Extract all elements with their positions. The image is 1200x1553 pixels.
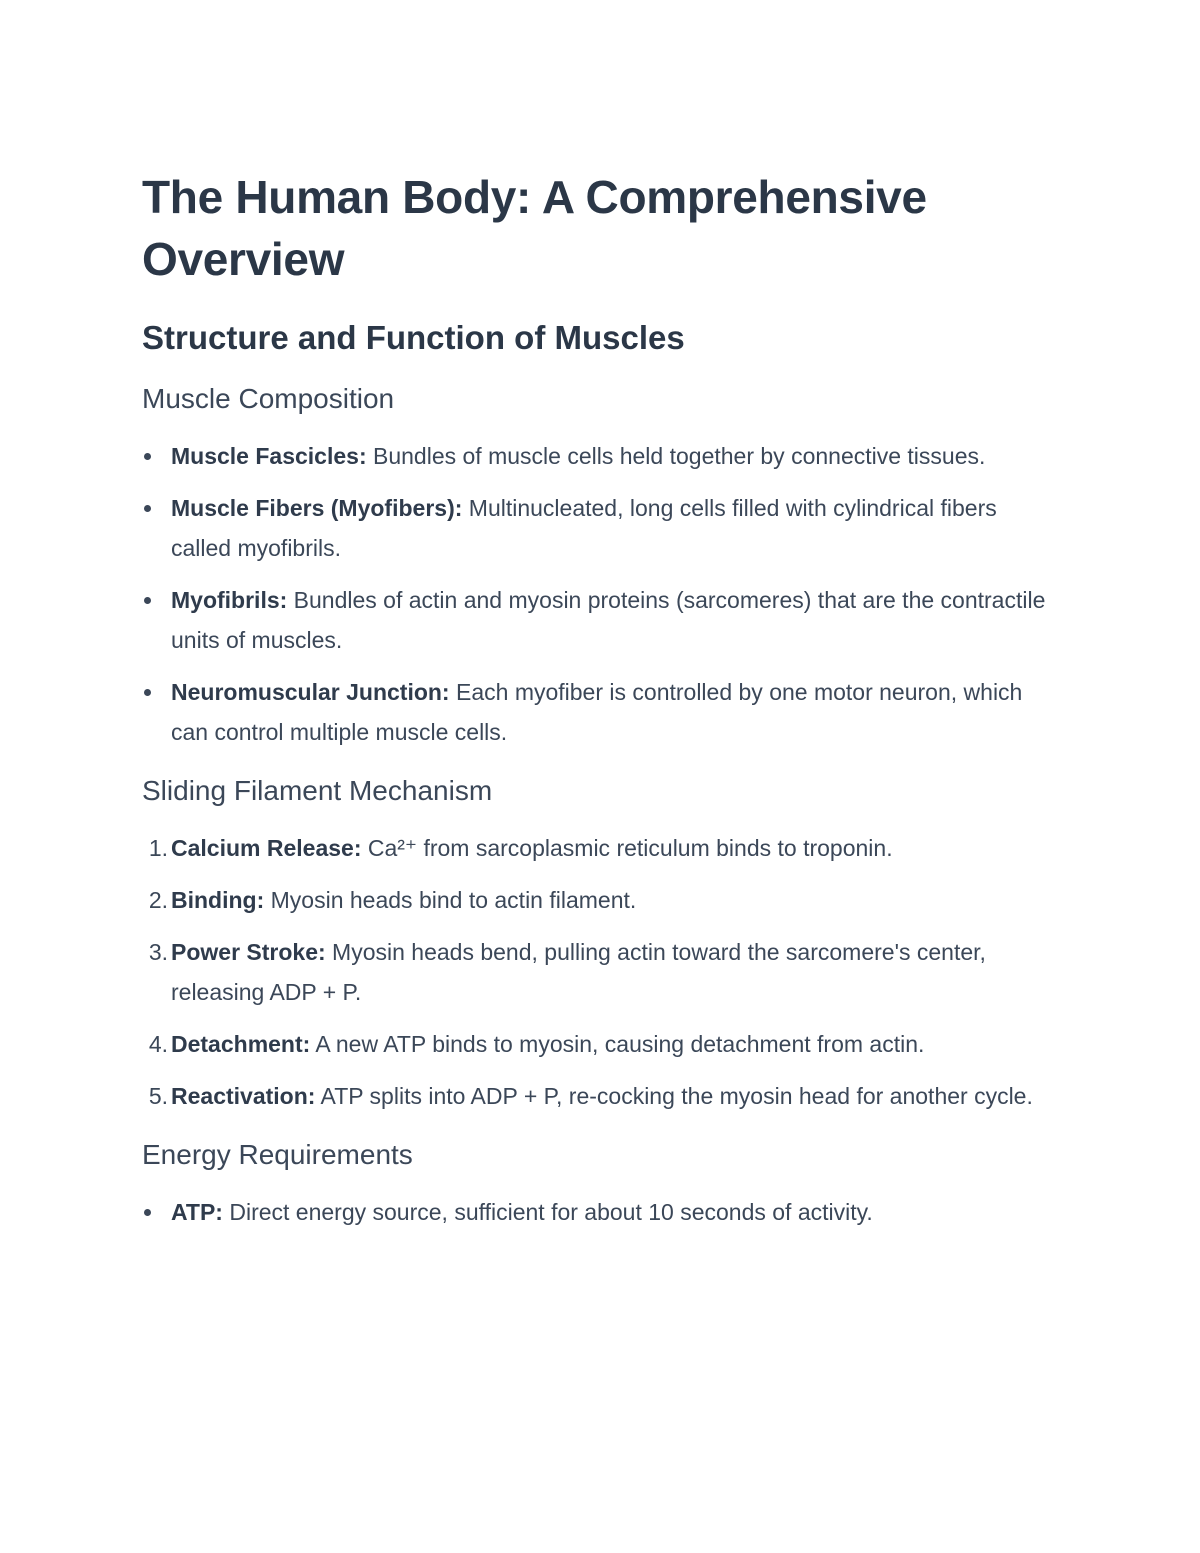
list-item-term: Muscle Fascicles: [171,443,367,469]
list-item [142,672,1050,752]
list-item-number: 1. [148,835,168,861]
list-item [142,1192,1050,1232]
subsection-heading-muscle-composition: Muscle Composition [142,383,395,414]
list-item-number: 3. [148,939,168,965]
list-item [142,436,1050,476]
subsection-heading-sliding-filament: Sliding Filament Mechanism [142,775,493,806]
list-item [142,1076,1050,1116]
list-item-text: Direct energy source, sufficient for about 10 seconds of activity. [222,1199,873,1225]
list-item-text: Bundles of muscle cells held together by connective tissues. [366,443,986,469]
list-item [142,828,1050,868]
list-item-text: Each myofiber is controlled by one motor neuron, which can control multiple muscle cells. [171,679,1023,745]
list-item-text: Myosin heads bind to actin filament. [264,887,637,913]
muscle-composition-list [142,436,1050,752]
list-item-term: Neuromuscular Junction: [171,679,450,705]
list-item [142,880,1050,920]
list-item-number: 4. [148,1031,168,1057]
list-item-term: Power Stroke: [171,939,326,965]
list-item-term: ATP: [171,1199,223,1225]
list-item [142,1024,1050,1064]
list-item-term: Binding: [171,887,265,913]
list-item-text: Ca²⁺ from sarcoplasmic reticulum binds to troponin. [361,835,893,861]
list-item-term: Reactivation: [171,1083,316,1109]
document-title: The Human Body: A Comprehensive Overview [142,171,927,285]
list-item [142,932,1050,1012]
section-heading: Structure and Function of Muscles [142,319,685,356]
list-item-term: Muscle Fibers (Myofibers): [171,495,463,521]
list-item-text: Myosin heads bend, pulling actin toward the sarcomere's center, releasing ADP + P. [171,939,986,1005]
subsection-heading-energy-requirements: Energy Requirements [142,1139,413,1170]
list-item-text: ATP splits into ADP + P, re-cocking the myosin head for another cycle. [315,1083,1033,1109]
list-item-number: 5. [148,1083,168,1109]
list-item-text: Bundles of actin and myosin proteins (sarcomeres) that are the contractile units of muscles. [171,587,1046,653]
list-item [142,580,1050,660]
sliding-filament-list [142,828,1050,1116]
energy-requirements-list [142,1192,1050,1232]
list-item-text: A new ATP binds to myosin, causing detachment from actin. [310,1031,925,1057]
list-item-term: Calcium Release: [171,835,362,861]
list-item [142,488,1050,568]
list-item-term: Detachment: [171,1031,311,1057]
list-item-text: Multinucleated, long cells filled with cylindrical fibers called myofibrils. [171,495,997,561]
list-item-number: 2. [148,887,168,913]
list-item-term: Myofibrils: [171,587,288,613]
